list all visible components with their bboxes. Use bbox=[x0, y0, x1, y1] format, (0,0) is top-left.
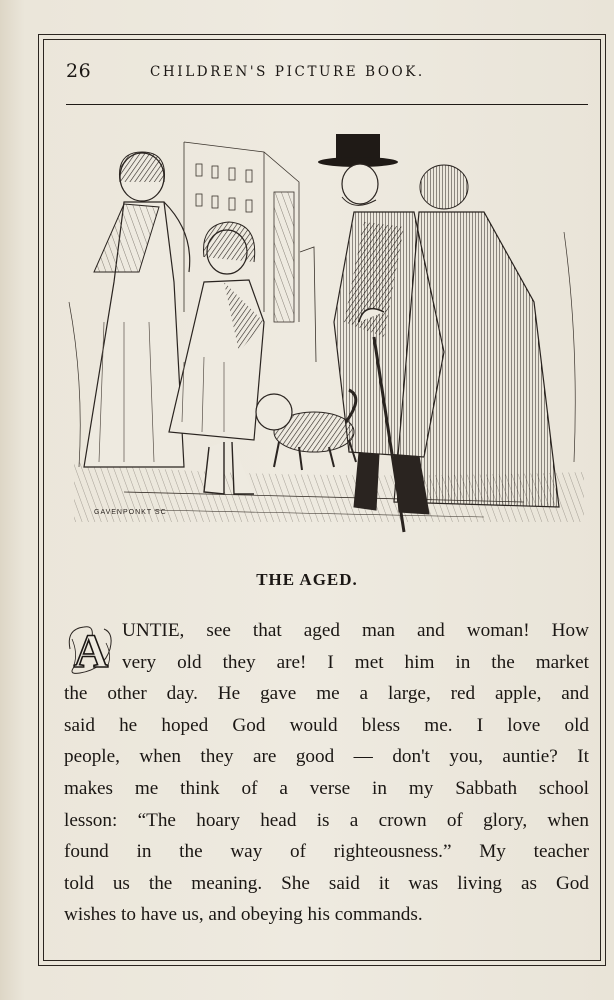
text-line: found in the way of righteousness.” My teacher bbox=[64, 841, 589, 863]
drop-cap-initial bbox=[64, 619, 118, 677]
engraver-signature: GAVENPONKT SC bbox=[94, 509, 167, 516]
text-line: very old they are! I met him in the market bbox=[122, 651, 589, 673]
engraving-svg bbox=[64, 122, 590, 542]
text-line: makes me think of a verse in my Sabbath school bbox=[64, 777, 589, 799]
text-line: UNTIE, see that aged man and woman! How bbox=[122, 620, 589, 641]
engraving-illustration bbox=[64, 122, 590, 542]
text-line: told us the meaning. She said it was living as God bbox=[64, 872, 589, 894]
chapter-title: THE AGED. bbox=[256, 570, 358, 589]
header-rule bbox=[66, 104, 588, 105]
text-line: the other day. He gave me a large, red apple, and bbox=[64, 683, 589, 705]
running-title: CHILDREN'S PICTURE BOOK. bbox=[150, 64, 425, 80]
text-line: said he hoped God would bless me. I love old bbox=[64, 714, 589, 736]
page-number: 26 bbox=[66, 60, 92, 82]
text-line: people, when they are good — don't you, auntie? It bbox=[64, 746, 589, 768]
text-line: wishes to have us, and obeying his commands. bbox=[64, 904, 423, 926]
body-paragraph bbox=[64, 615, 589, 931]
dog-figure bbox=[256, 390, 356, 470]
text-line: lesson: “The hoary head is a crown of glory, when bbox=[64, 809, 589, 831]
ornamental-drop-cap-icon bbox=[64, 619, 118, 677]
svg-text:A: A bbox=[73, 625, 109, 677]
